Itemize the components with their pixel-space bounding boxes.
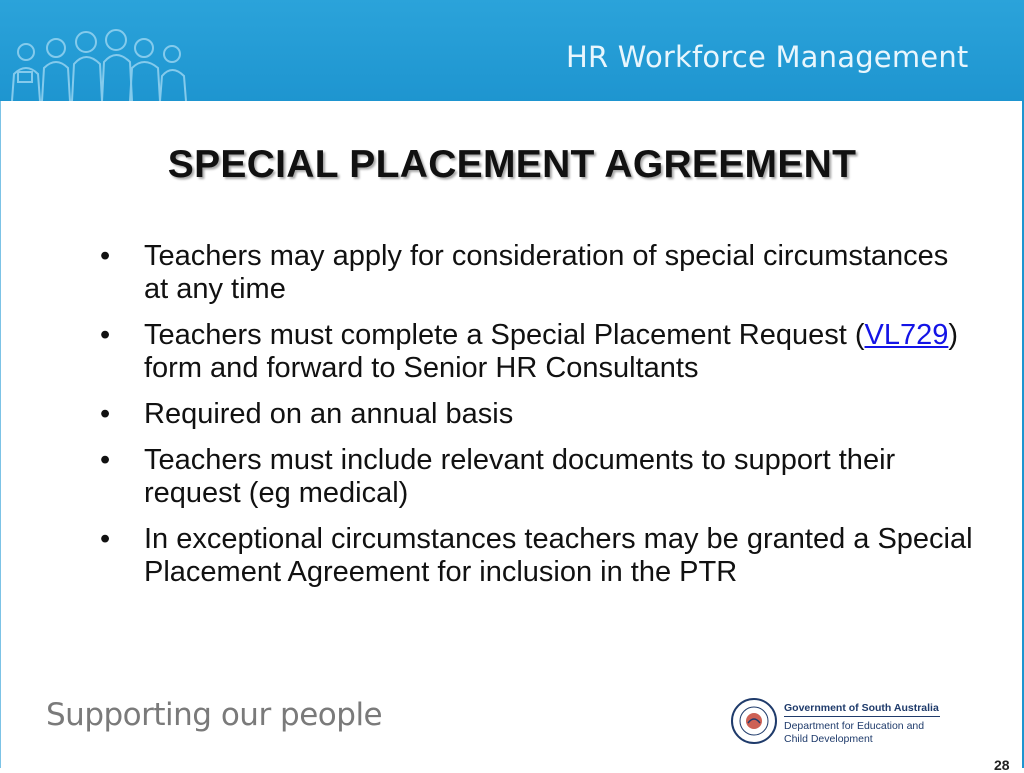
bullet-dot: • — [100, 240, 111, 272]
gov-logo-divider — [784, 716, 940, 717]
gov-logo-line2: Department for Education and — [784, 720, 925, 732]
footer-slogan: Supporting our people — [46, 697, 383, 733]
government-seal-logo — [730, 697, 778, 745]
bullet-list — [98, 240, 978, 602]
gov-logo-line1: Government of South Australia — [784, 702, 939, 714]
bullet-dot: • — [100, 398, 111, 430]
people-silhouettes-graphic — [4, 28, 194, 101]
vl729-form-link[interactable]: VL729 — [864, 319, 949, 351]
header-title: HR Workforce Management — [566, 40, 969, 74]
bullet-text: Required on an annual basis — [144, 398, 514, 430]
header-banner — [0, 0, 1024, 101]
bullet-text: In exceptional circumstances teachers may be granted a Special Placement Agreement for inclusion in the PTR — [144, 523, 973, 588]
bullet-text: Teachers may apply for consideration of special circumstances at any time — [144, 240, 949, 305]
bullet-dot: • — [100, 444, 111, 476]
gov-logo-line3: Child Development — [784, 733, 873, 745]
bullet-dot: • — [100, 523, 111, 555]
bullet-item — [98, 240, 978, 306]
frame-left-border — [0, 101, 1, 768]
page-number: 28 — [994, 757, 1010, 773]
bullet-item — [98, 398, 978, 431]
bullet-item — [98, 319, 978, 385]
slide-title: SPECIAL PLACEMENT AGREEMENT — [167, 143, 857, 186]
bullet-text: Teachers must include relevant documents to support their request (eg medical) — [144, 444, 896, 509]
bullet-dot: • — [100, 319, 111, 351]
bullet-text-after: ) form and forward to Senior HR Consultants — [144, 319, 959, 384]
bullet-item — [98, 444, 978, 510]
bullet-item — [98, 523, 978, 589]
bullet-text-before: Teachers must complete a Special Placement Request ( — [144, 319, 865, 351]
